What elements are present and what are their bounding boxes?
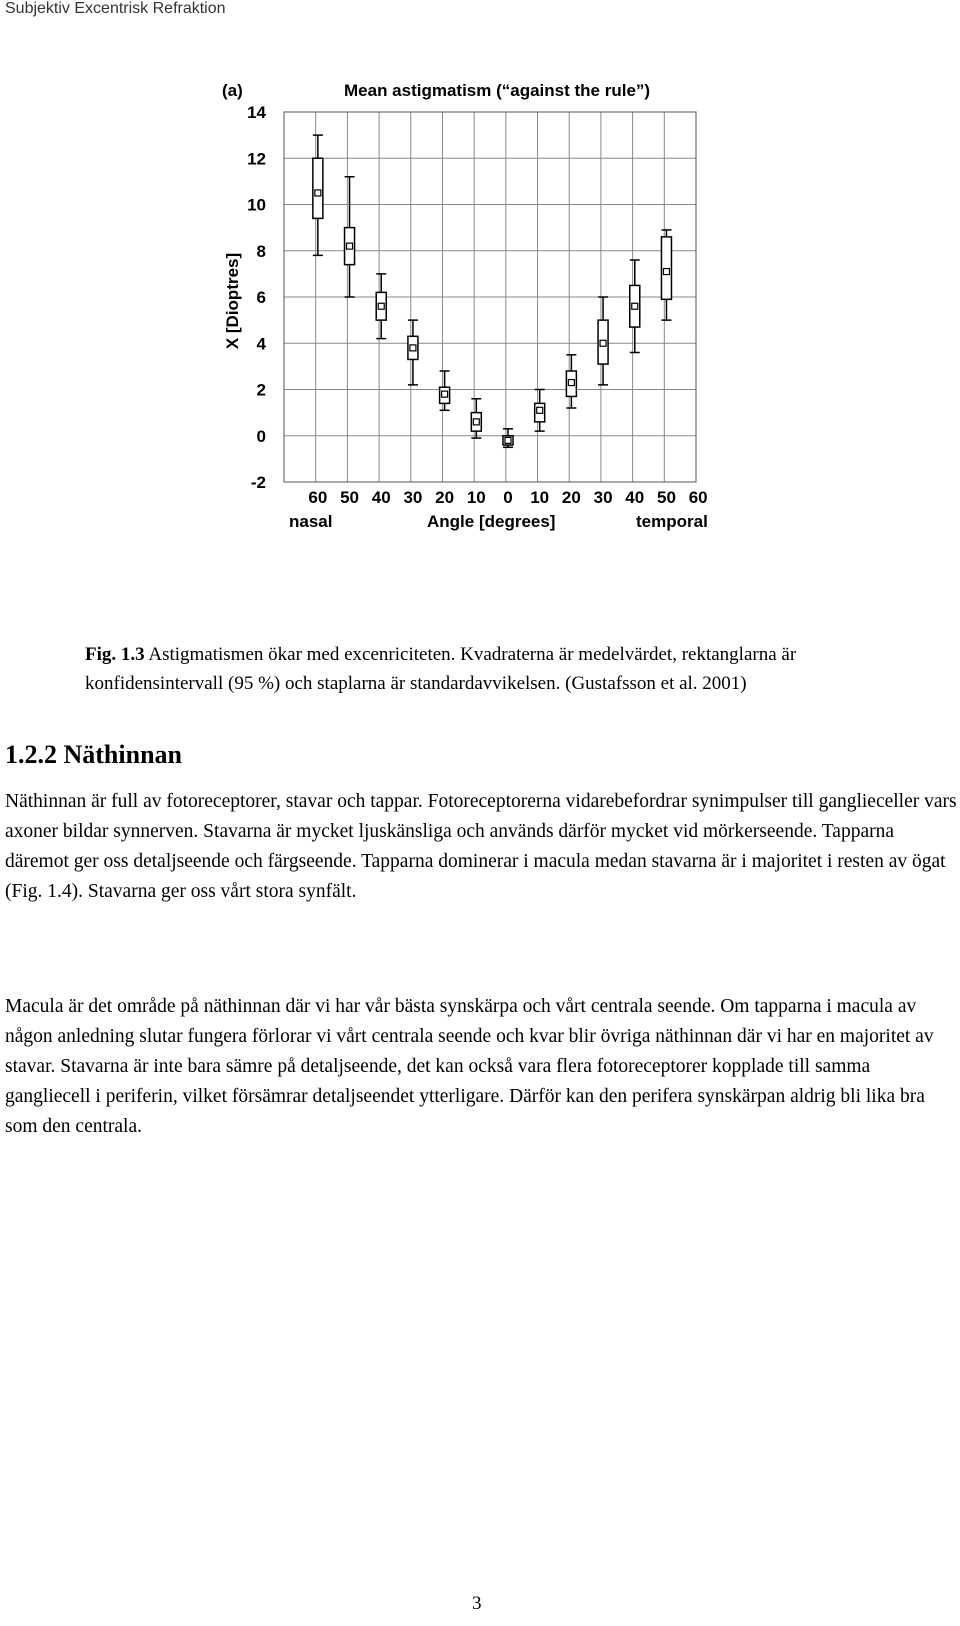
running-header: Subjektiv Excentrisk Refraktion [5, 0, 226, 17]
x-tick-label: 10 [530, 488, 550, 507]
paragraph-2: Macula är det område på näthinnan där vi har vår bästa synskärpa och vårt centrala seende. Om tapparna i macula av någon anledning slutar fungera förlorar vi vårt centrala seende och kvar blir övriga näthinnan där vi har en majoritet av stavar. Stavarna är inte bara sämre på detaljseende, det kan också vara flera fotoreceptorer kopplade till samma gangliecell i periferin, vilket försämrar detaljseendet ytterligare. Därför kan den perifera synskärpan aldrig bli lika bra som den centrala. [5, 996, 934, 1137]
x-tick-label: 50 [657, 488, 676, 507]
mean-marker [568, 380, 574, 386]
mean-marker [600, 340, 606, 346]
box-plot-3 [408, 320, 418, 385]
box-plot-7 [535, 390, 545, 432]
figure-caption [85, 640, 885, 698]
y-tick-label: 14 [247, 103, 266, 122]
confidence-box [313, 158, 323, 218]
mean-marker [505, 437, 511, 443]
y-tick-label: -2 [250, 473, 266, 492]
mean-marker [347, 243, 353, 249]
x-tick-labels [308, 488, 707, 507]
figure-caption-text: Astigmatismen ökar med excenriciteten. Kvadraterna är medelvärdet, rektanglarna är konfidensintervall (95 %) och staplarna är standardavvikelsen. (Gustafsson et al. 2001) [85, 644, 797, 694]
box-plot-8 [566, 355, 576, 408]
x-tick-label: 20 [561, 488, 581, 507]
y-tick-labels [247, 103, 266, 492]
paragraph-1: Näthinnan är full av fotoreceptorer, stavar och tappar. Fotoreceptorerna vidarebefordrar synimpulser till ganglieceller vars axoner bildar synnerven. Stavarna är mycket ljuskänsliga och används därför mycket vid mörkerseende. Tapparna däremot ger oss detaljseende och färgseende. Tapparna dominerar i macula medan stavarna är i majoritet i resten av ögat (Fig. 1.4). Stavarna ger oss vårt stora synfält. [5, 791, 957, 902]
page-number: 3 [472, 1593, 482, 1614]
y-axis-label: X [Dioptres] [223, 252, 242, 350]
y-tick-label: 12 [247, 149, 266, 169]
box-plot-4 [440, 371, 450, 410]
y-tick-label: 4 [256, 334, 266, 354]
x-tick-label: 10 [466, 488, 486, 507]
section-heading: 1.2.2 Näthinnan [5, 740, 182, 769]
box-plot-10 [630, 260, 640, 353]
mean-marker [473, 419, 479, 425]
x-tick-label: 40 [625, 488, 645, 507]
y-tick-label: 6 [256, 288, 266, 307]
box-plot-1 [345, 177, 355, 297]
mean-marker [632, 303, 638, 309]
box-plot-2 [376, 274, 386, 339]
mean-marker [663, 269, 669, 275]
y-tick-label: 10 [247, 195, 266, 215]
panel-label: (a) [222, 81, 243, 100]
x-axis-label: Angle [degrees] [427, 512, 556, 531]
x-tick-label: 60 [688, 488, 708, 507]
box-plot-9 [598, 297, 608, 385]
x-tick-label: 40 [371, 488, 391, 507]
mean-marker [410, 345, 416, 351]
box-plot-11 [661, 230, 671, 320]
mean-marker [315, 190, 321, 196]
x-tick-label: 30 [593, 488, 613, 507]
x-tick-label: 60 [308, 488, 328, 507]
box-plot-6 [503, 429, 513, 448]
box-plot-5 [471, 399, 481, 438]
x-tick-label: 50 [340, 488, 359, 507]
y-tick-label: 2 [256, 380, 266, 400]
mean-marker [442, 391, 448, 397]
mean-marker [537, 407, 543, 413]
x-tick-label: 20 [435, 488, 455, 507]
figure-caption-label: Fig. 1.3 [85, 644, 145, 665]
box-plot-0 [313, 135, 323, 255]
astigmatism-box-plot [0, 0, 960, 560]
x-tick-label: 0 [503, 488, 513, 507]
y-tick-label: 0 [256, 426, 266, 446]
x-tick-label: 30 [403, 488, 423, 507]
box-series [313, 135, 672, 447]
mean-marker [378, 303, 384, 309]
x-side-label-temporal: temporal [636, 512, 708, 531]
chart-title: Mean astigmatism (“against the rule”) [344, 81, 651, 100]
x-side-label-nasal: nasal [289, 512, 333, 531]
y-tick-label: 8 [256, 241, 266, 261]
